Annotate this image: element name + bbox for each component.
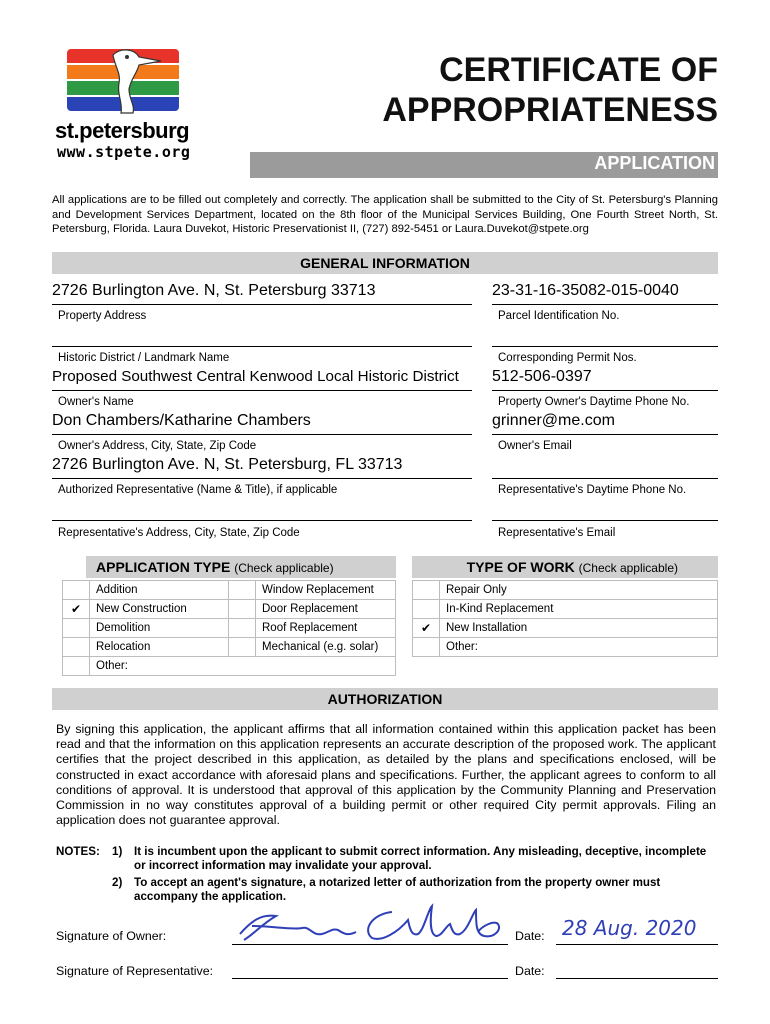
app-type-left-checkbox[interactable] xyxy=(63,619,90,638)
owner-phone-value: 512-506-0397 xyxy=(492,368,592,385)
app-type-left-label: Relocation xyxy=(90,638,229,657)
owner-name-label: Owner's Name xyxy=(58,396,134,408)
work-type-checkbox[interactable]: ✔ xyxy=(413,619,440,638)
note-1-text: It is incumbent upon the applicant to submit correct information. Any misleading, deceptive, incomplete or incorrect information may invalidate your approval. xyxy=(134,845,707,872)
application-type-table xyxy=(62,580,396,676)
rep-phone-label: Representative's Daytime Phone No. xyxy=(498,484,687,496)
owner-signature-field[interactable] xyxy=(232,900,508,945)
owner-date-label: Date: xyxy=(515,929,545,943)
app-type-left-label: Demolition xyxy=(90,619,229,638)
app-type-right-checkbox[interactable] xyxy=(229,581,256,600)
rep-address-label: Representative's Address, City, State, Zip Code xyxy=(58,527,300,539)
rep-date-label: Date: xyxy=(515,964,545,978)
app-type-right-label: Mechanical (e.g. solar) xyxy=(256,638,396,657)
owner-name-field[interactable] xyxy=(52,412,472,435)
parcel-id-label: Parcel Identification No. xyxy=(498,310,620,322)
owner-email-label: Owner's Email xyxy=(498,440,572,452)
permit-nos-label: Corresponding Permit Nos. xyxy=(498,352,637,364)
app-type-left-label: Addition xyxy=(90,581,229,600)
property-address-field[interactable] xyxy=(52,282,472,305)
city-logo xyxy=(55,45,200,170)
application-banner xyxy=(250,152,718,178)
owner-phone-label: Property Owner's Daytime Phone No. xyxy=(498,396,690,408)
rep-name-field[interactable] xyxy=(52,500,472,521)
title-line-2: APPROPRIATENESS xyxy=(382,91,718,129)
notes-label: NOTES: xyxy=(56,845,100,858)
notes-block xyxy=(56,845,718,904)
type-of-work-title: TYPE OF WORK xyxy=(466,559,575,575)
historic-district-value: Proposed Southwest Central Kenwood Local Historic District xyxy=(52,368,459,385)
owner-phone-field[interactable] xyxy=(492,368,718,391)
application-type-other-row xyxy=(63,657,396,676)
app-type-right-checkbox[interactable] xyxy=(229,619,256,638)
app-type-other-label[interactable]: Other: xyxy=(90,657,396,676)
application-type-row xyxy=(63,581,396,600)
app-type-right-label: Roof Replacement xyxy=(256,619,396,638)
application-type-heading xyxy=(86,556,396,578)
work-type-checkbox[interactable] xyxy=(413,638,440,657)
owner-email-value: grinner@me.com xyxy=(492,412,615,429)
application-label: APPLICATION xyxy=(594,153,715,173)
note-2-text: To accept an agent's signature, a notarized letter of authorization from the property owner must accompany the application. xyxy=(134,876,661,903)
note-1-number: 1) xyxy=(112,845,123,858)
parcel-id-field[interactable] xyxy=(492,282,718,305)
pelican-icon xyxy=(95,45,165,115)
property-address-value: 2726 Burlington Ave. N, St. Petersburg 33713 xyxy=(52,282,376,299)
owner-address-field[interactable] xyxy=(52,456,472,479)
logo-url: www.stpete.org xyxy=(57,143,191,161)
work-type-label: New Installation xyxy=(440,619,718,638)
application-type-hint: (Check applicable) xyxy=(234,561,334,575)
type-of-work-row xyxy=(413,638,718,657)
app-type-left-checkbox[interactable] xyxy=(63,581,90,600)
application-type-row xyxy=(63,619,396,638)
owner-address-label: Owner's Address, City, State, Zip Code xyxy=(58,440,257,452)
type-of-work-row xyxy=(413,619,718,638)
work-type-checkbox[interactable] xyxy=(413,600,440,619)
rep-phone-field[interactable] xyxy=(492,500,718,521)
rep-email-label: Representative's Email xyxy=(498,527,616,539)
authorization-text: By signing this application, the applicant affirms that all information contained within this application packet has been read and that the information on this application represents an accurate description of the proposed work. The applicant certifies that the project described in this application, as detailed by the plans and specifications enclosed, will be constructed in exact accordance with aforesaid plans and specifications. Further, the applicant agrees to conform to all conditions of approval. It is understood that approval of this application by the Community Planning and Preservation Commission in no way constitutes approval of a building permit or other required City permit approvals. Filing an application does not guarantee approval. xyxy=(56,722,716,828)
owner-email-underline xyxy=(492,456,718,479)
note-2-number: 2) xyxy=(112,876,123,889)
property-address-label: Property Address xyxy=(58,310,147,322)
rep-signature-field[interactable] xyxy=(232,960,508,979)
rep-name-label: Authorized Representative (Name & Title), if applicable xyxy=(58,484,338,496)
app-type-right-checkbox[interactable] xyxy=(229,638,256,657)
title-line-1: CERTIFICATE OF xyxy=(439,51,718,89)
type-of-work-row xyxy=(413,581,718,600)
work-type-label: Other: xyxy=(440,638,718,657)
application-type-row xyxy=(63,638,396,657)
application-type-row xyxy=(63,600,396,619)
owner-signature-label: Signature of Owner: xyxy=(56,929,167,943)
owner-date-field[interactable] xyxy=(556,916,718,945)
owner-handwritten-signature xyxy=(232,900,508,944)
historic-district-label: Historic District / Landmark Name xyxy=(58,352,230,364)
work-type-label: In-Kind Replacement xyxy=(440,600,718,619)
owner-date-value: 28 Aug. 2020 xyxy=(562,916,697,940)
intro-paragraph: All applications are to be filled out completely and correctly. The application shall be submitted to the City of St. Petersburg's Planning and Development Services Department, located on the 8th floor of the Municipal Services Building, One Fourth Street North, St. Petersburg, Florida. Laura Duvekot, Historic Preservationist II, (727) 892-5451 or Laura.Duvekot@stpete.org xyxy=(52,194,718,235)
app-type-right-label: Door Replacement xyxy=(256,600,396,619)
general-information-heading: GENERAL INFORMATION xyxy=(52,252,718,274)
app-type-left-label: New Construction xyxy=(90,600,229,619)
work-type-label: Repair Only xyxy=(440,581,718,600)
work-type-checkbox[interactable] xyxy=(413,581,440,600)
owner-name-value: Don Chambers/Katharine Chambers xyxy=(52,412,311,429)
parcel-id-value: 23-31-16-35082-015-0040 xyxy=(492,282,679,299)
historic-district-top-line xyxy=(52,330,472,347)
authorization-heading: AUTHORIZATION xyxy=(52,688,718,710)
type-of-work-row xyxy=(413,600,718,619)
logo-wordmark: st.petersburg xyxy=(55,118,190,143)
rep-date-field[interactable] xyxy=(556,960,718,979)
rep-signature-label: Signature of Representative: xyxy=(56,964,214,978)
permit-top-line xyxy=(492,330,718,347)
app-type-left-checkbox[interactable]: ✔ xyxy=(63,600,90,619)
application-type-title: APPLICATION TYPE xyxy=(96,559,231,575)
owner-address-value: 2726 Burlington Ave. N, St. Petersburg, FL 33713 xyxy=(52,456,403,473)
type-of-work-table xyxy=(412,580,718,657)
type-of-work-hint: (Check applicable) xyxy=(578,561,678,575)
app-type-left-checkbox[interactable] xyxy=(63,638,90,657)
app-type-right-checkbox[interactable] xyxy=(229,600,256,619)
document-title xyxy=(382,50,718,130)
app-type-other-checkbox[interactable] xyxy=(63,657,90,676)
historic-district-field[interactable] xyxy=(52,368,472,391)
owner-email-field[interactable] xyxy=(492,412,718,435)
app-type-right-label: Window Replacement xyxy=(256,581,396,600)
type-of-work-heading xyxy=(412,556,718,578)
